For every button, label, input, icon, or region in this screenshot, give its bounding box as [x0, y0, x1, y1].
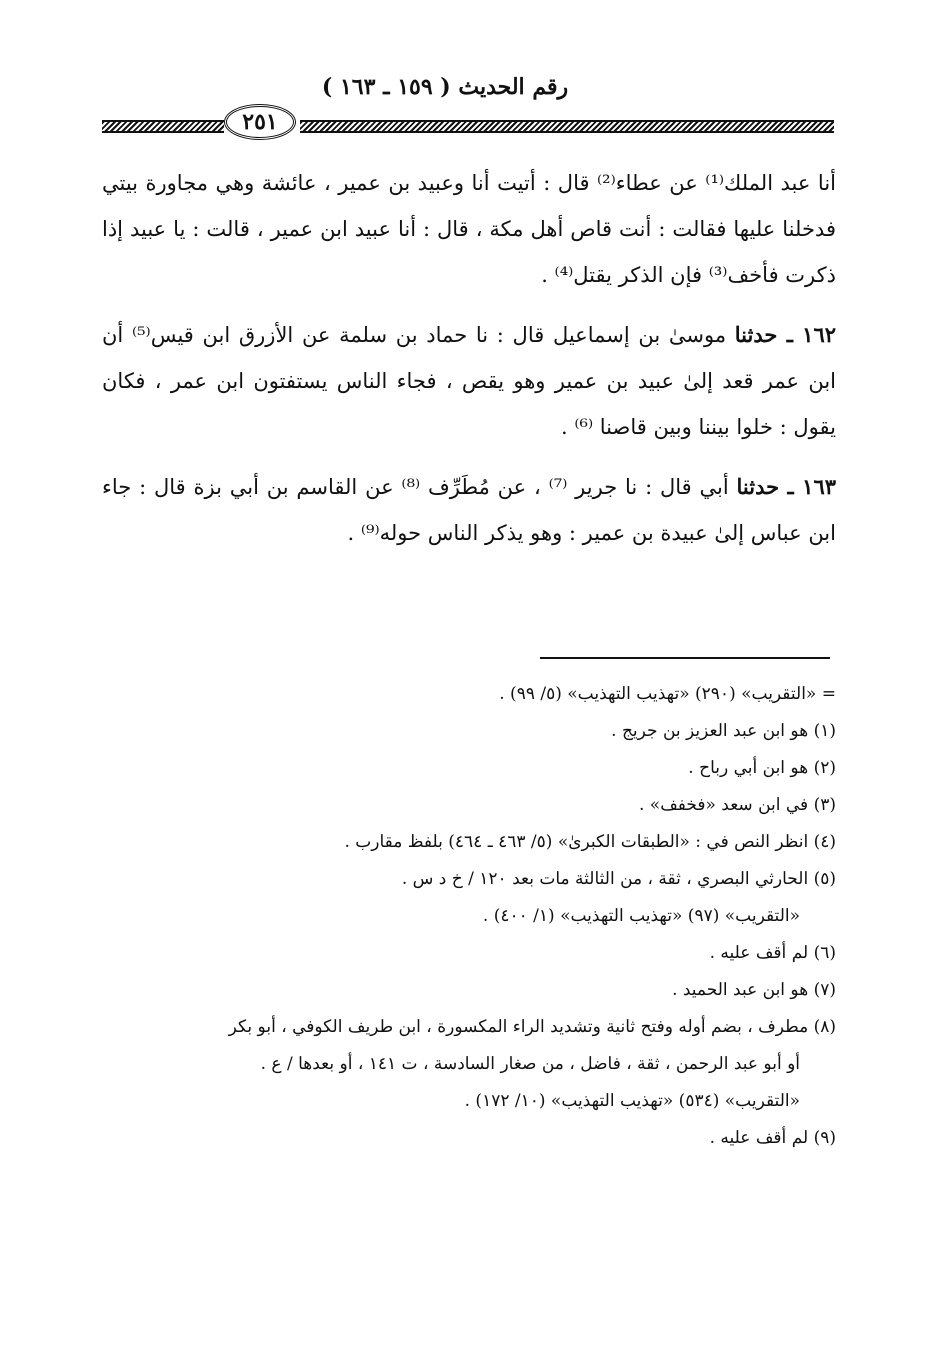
main-text: [102, 160, 836, 570]
footnote-9: (٩) لم أقف عليه .: [709, 1128, 836, 1148]
running-title: رقم الحديث ( ١٥٩ ـ ١٦٣ ): [321, 74, 569, 100]
hadith-163: [102, 464, 836, 556]
footnote-1: (١) هو ابن عبد العزيز بن جريج .: [611, 721, 836, 741]
hadith-number-163: ١٦٣ ـ حدثنا: [736, 474, 837, 499]
footnote-4: (٤) انظر النص في : «الطبقات الكبرىٰ» (٥/ ٤٦٣ ـ ٤٦٤) بلفظ مقارب .: [344, 832, 836, 852]
footnote-5-continued: «التقريب» (٩٧) «تهذيب التهذيب» (١/ ٤٠٠) .: [482, 906, 800, 926]
footnote-7: (٧) هو ابن عبد الحميد .: [672, 980, 836, 1000]
hadith-text-163: أبي قال : نا جرير ⁽⁷⁾ ، عن مُطَرِّف ⁽⁸⁾ عن القاسم بن أبي بزة قال : جاء ابن عباس إلىٰ عبيدة بن عمير : وهو يذكر الناس حوله⁽⁹⁾ .: [102, 475, 836, 545]
hadith-text-162: موسىٰ بن إسماعيل قال : نا حماد بن سلمة عن الأزرق ابن قيس⁽⁵⁾ أن ابن عمر قعد إلىٰ عبيد بن عمير وهو يقص ، فجاء الناس يستفتون ابن عمر ، فكان يقول : خلوا بيننا وبين قاصنا ⁽⁶⁾ .: [102, 323, 836, 439]
footnote-5: (٥) الحارثي البصري ، ثقة ، من الثالثة مات بعد ١٢٠ / خ د س .: [401, 869, 836, 889]
footnote-separator: [540, 657, 830, 659]
footnote-8-line-3: «التقريب» (٥٣٤) «تهذيب التهذيب» (١٠/ ١٧٢) .: [464, 1091, 800, 1111]
footnotes: [102, 676, 836, 1157]
footnote-2: (٢) هو ابن أبي رباح .: [688, 758, 836, 778]
page-number: ٢٥١: [224, 104, 296, 140]
hadith-162: [102, 312, 836, 450]
footnote-continued: = «التقريب» (٢٩٠) «تهذيب التهذيب» (٥/ ٩٩) .: [499, 684, 836, 704]
footnote-8-line-2: أو أبو عبد الرحمن ، ثقة ، فاضل ، من صغار السادسة ، ت ١٤١ ، أو بعدها / ع .: [260, 1054, 800, 1074]
footnote-8: (٨) مطرف ، بضم أوله وفتح ثانية وتشديد الراء المكسورة ، ابن طريف الكوفي ، أبو بكر: [228, 1017, 836, 1037]
paragraph-continuation: أنا عبد الملك⁽¹⁾ عن عطاء⁽²⁾ قال : أتيت أنا وعبيد بن عمير ، عائشة وهي مجاورة بيتي فدخلنا عليها فقالت : أنت قاص أهل مكة ، قال : أنا عبيد ابن عمير ، قالت : يا عبيد إذا ذكرت فأخف⁽³⁾ فإن الذكر يقتل⁽⁴⁾ .: [102, 171, 836, 287]
footnote-6: (٦) لم أقف عليه .: [709, 943, 836, 963]
footnote-3: (٣) في ابن سعد «فخفف» .: [639, 795, 836, 815]
hadith-number-162: ١٦٢ ـ حدثنا: [734, 322, 837, 347]
header-rule-right: [300, 120, 834, 133]
header-rule-left: [102, 120, 224, 133]
